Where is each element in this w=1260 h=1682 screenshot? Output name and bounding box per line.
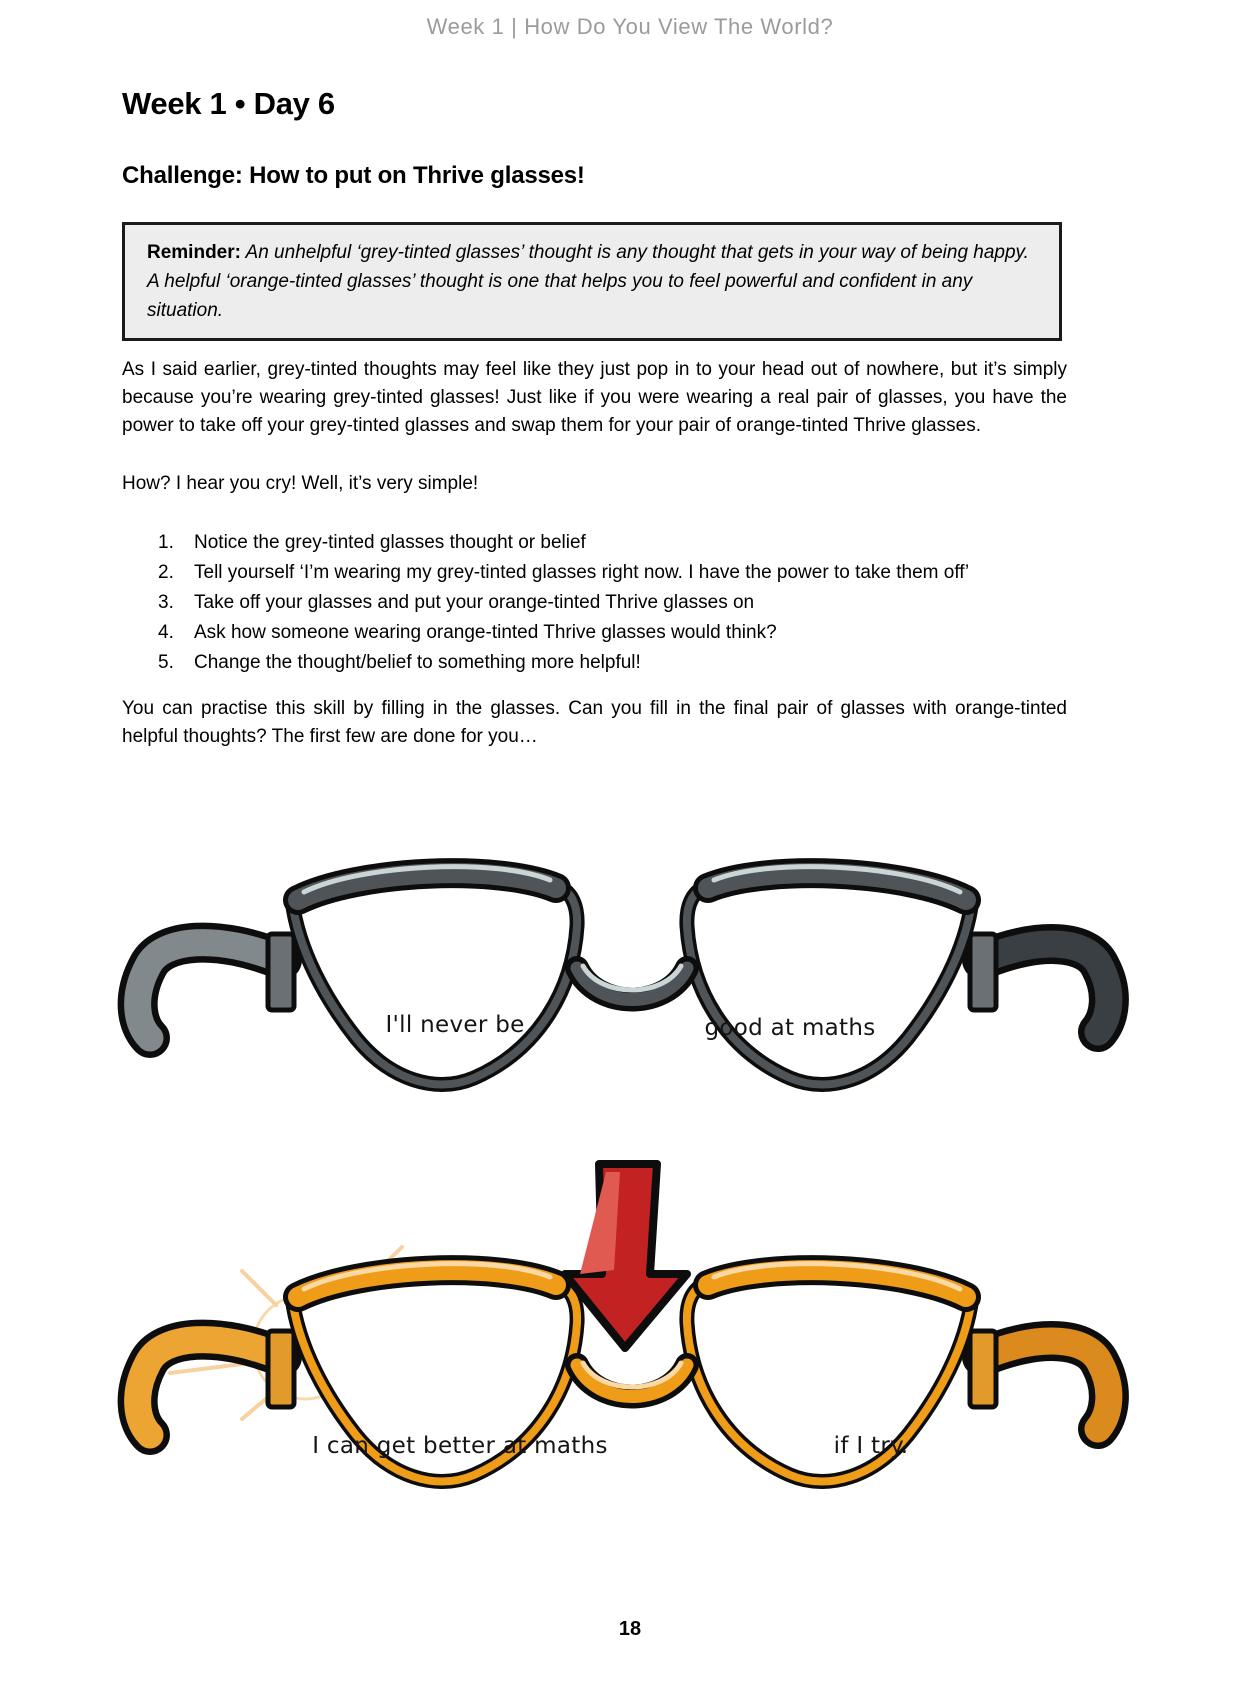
step-item xyxy=(158,618,1063,648)
grey-right-lens-text: good at maths xyxy=(704,1015,876,1041)
orange-left-lens-text: I can get better at maths xyxy=(312,1433,608,1459)
step-text: Take off your glasses and put your orange-tinted Thrive glasses on xyxy=(194,592,755,613)
step-text: Change the thought/belief to something more helpful! xyxy=(194,652,641,673)
glasses-left-arm xyxy=(138,943,282,1038)
paragraph-how: How? I hear you cry! Well, it’s very simple! xyxy=(122,473,479,494)
left-hinge xyxy=(268,934,294,1010)
orange-right-lens-text: if I try. xyxy=(833,1433,909,1459)
paragraph-intro: As I said earlier, grey-tinted thoughts may feel like they just pop in to your head out of nowhere, but it’s simply because you’re wearing grey-tinted glasses! Just like if you were wearing a real pair of glasses, you have the power to take off your grey-tinted glasses and swap them for your pair of orange-tinted Thrive glasses. xyxy=(122,359,1067,436)
glasses-right-arm xyxy=(982,1341,1109,1429)
reminder-label: Reminder: xyxy=(147,242,241,263)
step-item xyxy=(158,648,1063,678)
step-item xyxy=(158,558,1063,588)
page-title: Week 1 • Day 6 xyxy=(122,86,335,121)
right-hinge xyxy=(970,934,996,1010)
page-number: 18 xyxy=(618,1618,642,1640)
grey-glasses-drawing xyxy=(100,838,1160,1098)
reminder-box xyxy=(122,222,1062,341)
step-text: Tell yourself ‘I’m wearing my grey-tinted glasses right now. I have the power to take them off’ xyxy=(194,562,970,583)
reminder-text: An unhelpful ‘grey-tinted glasses’ thought is any thought that gets in your way of being happy. A helpful ‘orange-tinted glasses’ thought is one that helps you to feel powerful and confident in any situation. xyxy=(147,242,1029,321)
down-arrow-illustration xyxy=(545,1158,705,1353)
step-number: 5. xyxy=(158,652,174,673)
step-number: 3. xyxy=(158,592,174,613)
running-header: Week 1 | How Do You View The World? xyxy=(426,14,834,39)
arrow-shape xyxy=(565,1164,687,1348)
glasses-bridge xyxy=(577,1363,687,1397)
down-arrow-drawing xyxy=(545,1158,705,1353)
glasses-right-arm xyxy=(982,944,1109,1032)
step-item xyxy=(158,588,1063,618)
glasses-bridge xyxy=(577,966,687,1000)
right-hinge xyxy=(970,1331,996,1407)
glasses-right-lens xyxy=(687,871,972,1084)
steps-list xyxy=(158,528,1063,678)
left-hinge xyxy=(268,1331,294,1407)
glasses-right-lens xyxy=(687,1268,972,1481)
paragraph-practise: You can practise this skill by filling in the glasses. Can you fill in the final pair of glasses with orange-tinted helpful thoughts? The first few are done for you… xyxy=(122,698,1067,747)
step-text: Ask how someone wearing orange-tinted Thrive glasses would think? xyxy=(194,622,777,643)
step-item xyxy=(158,528,1063,558)
grey-left-lens-text: I'll never be xyxy=(385,1012,525,1038)
step-number: 2. xyxy=(158,562,174,583)
glasses-left-arm xyxy=(138,1340,282,1435)
step-number: 1. xyxy=(158,532,174,553)
glasses-left-lens xyxy=(292,871,577,1084)
section-heading: Challenge: How to put on Thrive glasses! xyxy=(122,162,585,189)
step-number: 4. xyxy=(158,622,174,643)
step-text: Notice the grey-tinted glasses thought or belief xyxy=(194,532,586,553)
grey-glasses-illustration xyxy=(100,838,1160,1098)
